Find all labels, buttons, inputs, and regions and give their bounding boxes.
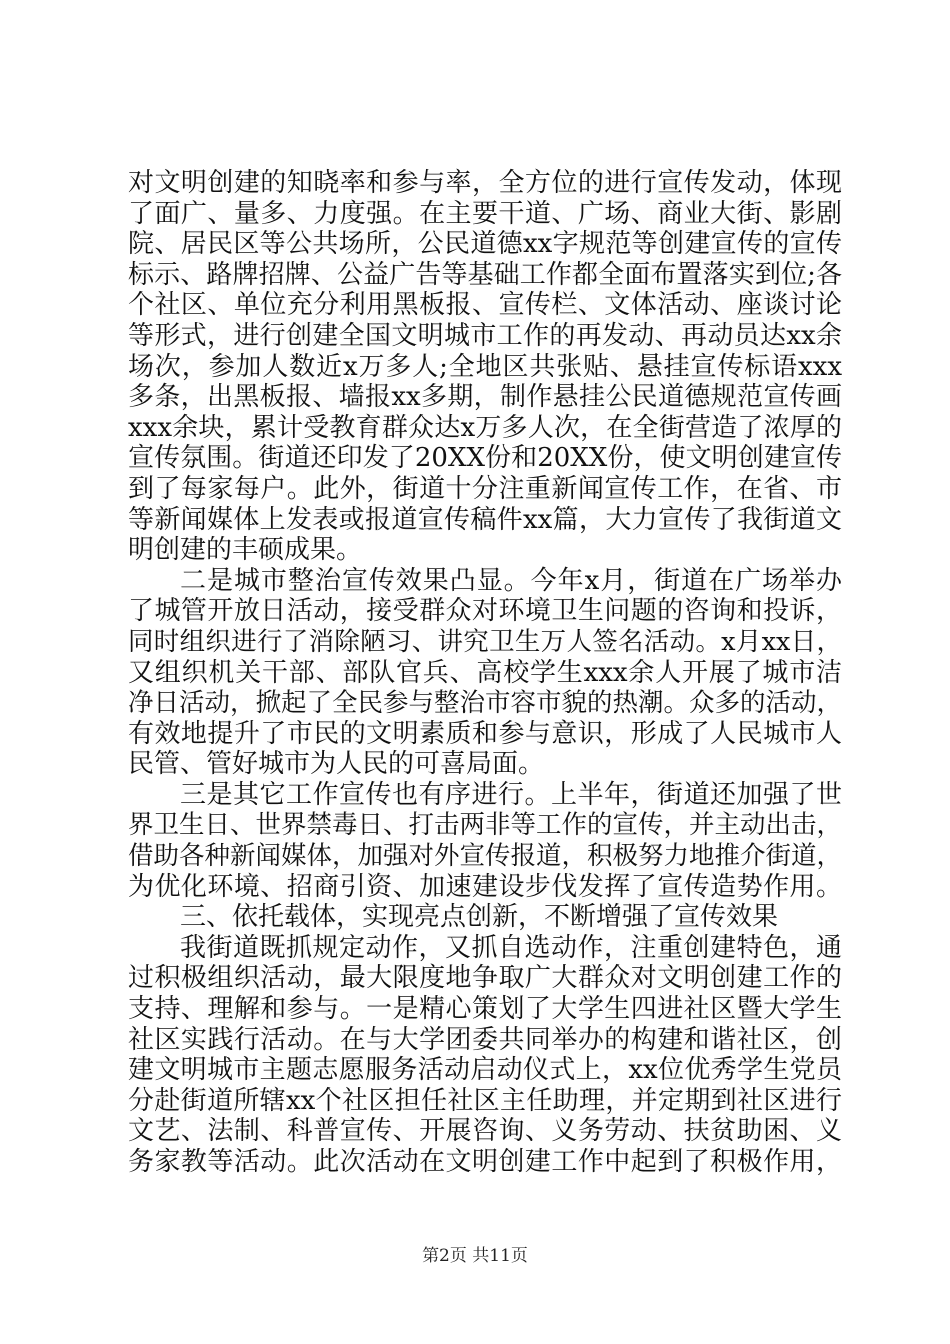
text-line: 宣传氛围。街道还印发了20XX份和20XX份，使文明创建宣传 bbox=[128, 443, 842, 474]
text-line: 等新闻媒体上发表或报道宣传稿件xx篇，大力宣传了我街道文 bbox=[128, 504, 842, 535]
text-line: 个社区、单位充分利用黑板报、宣传栏、文体活动、座谈讨论 bbox=[128, 290, 842, 321]
text-line: xxx余块，累计受教育群众达x万多人次，在全街营造了浓厚的 bbox=[128, 412, 842, 443]
text-line: 对文明创建的知晓率和参与率，全方位的进行宣传发动，体现 bbox=[128, 168, 842, 198]
text-line: 了城管开放日活动，接受群众对环境卫生问题的咨询和投诉， bbox=[128, 596, 842, 627]
text-line: 明创建的丰硕成果。 bbox=[128, 535, 363, 566]
text-line: 为优化环境、招商引资、加速建设步伐发挥了宣传造势作用。 bbox=[128, 871, 842, 902]
document-body bbox=[128, 168, 842, 1178]
text-line: 二是城市整治宣传效果凸显。今年x月，街道在广场举办 bbox=[180, 565, 842, 596]
text-line: 社区实践行活动。在与大学团委共同举办的构建和谐社区，创 bbox=[128, 1024, 842, 1055]
text-line: 院、居民区等公共场所，公民道德xx字规范等创建宣传的宣传 bbox=[128, 229, 842, 260]
text-line: 等形式，进行创建全国文明城市工作的再发动、再动员达xx余 bbox=[128, 320, 842, 351]
page-footer: 第2页 共11页 bbox=[422, 1246, 528, 1266]
text-line: 建文明城市主题志愿服务活动启动仪式上，xx位优秀学生党员 bbox=[128, 1055, 842, 1086]
text-line: 民管、管好城市为人民的可喜局面。 bbox=[128, 749, 545, 780]
text-line: 又组织机关干部、部队官兵、高校学生xxx余人开展了城市洁 bbox=[128, 657, 842, 688]
text-line: 界卫生日、世界禁毒日、打击两非等工作的宣传，并主动出击， bbox=[128, 810, 842, 841]
text-line: 标示、路牌招牌、公益广告等基础工作都全面布置落实到位;各 bbox=[128, 259, 842, 290]
text-line: 了面广、量多、力度强。在主要干道、广场、商业大街、影剧 bbox=[128, 198, 842, 229]
text-line: 分赴街道所辖xx个社区担任社区主任助理，并定期到社区进行 bbox=[128, 1085, 842, 1116]
text-line: 支持、理解和参与。一是精心策划了大学生四进社区暨大学生 bbox=[128, 994, 842, 1025]
text-line: 场次，参加人数近x万多人;全地区共张贴、悬挂宣传标语xxx bbox=[128, 351, 842, 382]
text-line: 过积极组织活动，最大限度地争取广大群众对文明创建工作的 bbox=[128, 963, 842, 994]
text-line: 到了每家每户。此外，街道十分注重新闻宣传工作，在省、市 bbox=[128, 473, 842, 504]
text-line: 文艺、法制、科普宣传、开展咨询、义务劳动、扶贫助困、义 bbox=[128, 1116, 842, 1147]
text-line: 有效地提升了市民的文明素质和参与意识，形成了人民城市人 bbox=[128, 718, 842, 749]
text-line: 我街道既抓规定动作，又抓自选动作，注重创建特色，通 bbox=[180, 932, 842, 963]
text-line: 多条，出黑板报、墙报xx多期，制作悬挂公民道德规范宣传画 bbox=[128, 382, 842, 413]
text-line: 务家教等活动。此次活动在文明创建工作中起到了积极作用， bbox=[128, 1147, 842, 1177]
text-line: 三是其它工作宣传也有序进行。上半年，街道还加强了世 bbox=[180, 779, 842, 810]
text-line: 借助各种新闻媒体，加强对外宣传报道，积极努力地推介街道， bbox=[128, 841, 842, 872]
section-heading: 三、依托载体，实现亮点创新，不断增强了宣传效果 bbox=[180, 902, 779, 933]
text-line: 同时组织进行了消除陋习、讲究卫生万人签名活动。x月xx日， bbox=[128, 626, 842, 657]
text-line: 净日活动，掀起了全民参与整治市容市貌的热潮。众多的活动， bbox=[128, 688, 842, 719]
